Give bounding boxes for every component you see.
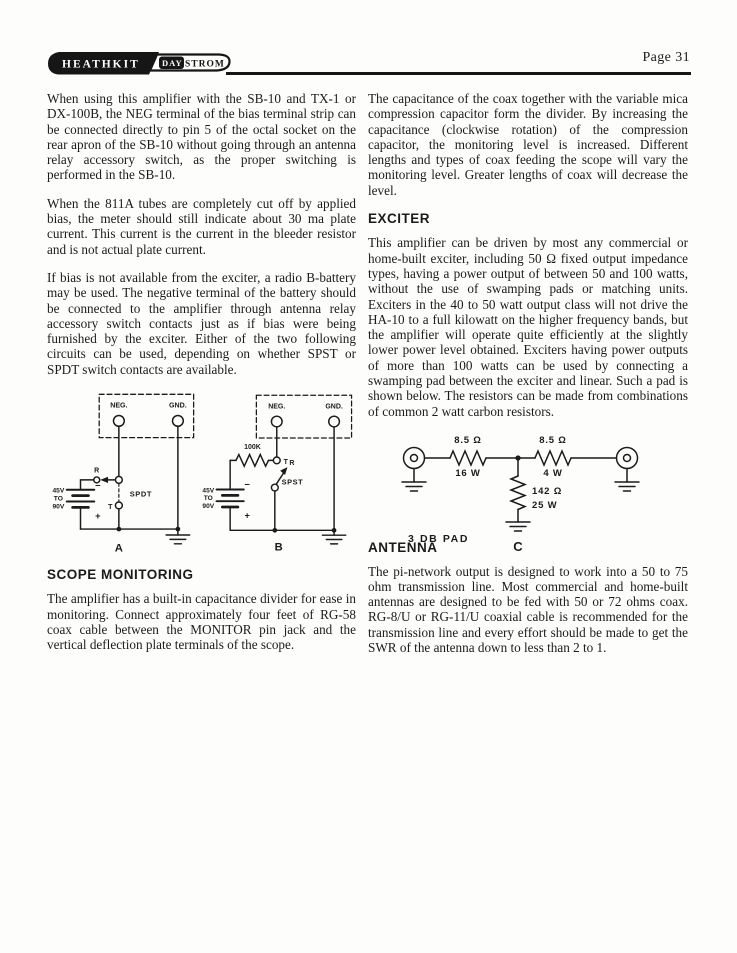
r-label: R <box>288 460 295 468</box>
neg-terminal-label: NEG. <box>267 403 285 411</box>
paragraph-exciter: This amplifier can be driven by most any commercial or home-built exciter, including 50 Ω fixed output impedance types, having a power output of between 50 and 100 watts, without the use of swamping pads or matching units. Exciters in the 40 to 50 watt output class will not drive the HA-10 to a full kilowatt on the higher frequency bands, but the amplifier will operate quite efficiently at the slightly lower power level obtained. Exciters having power outputs of more than 100 watts can be used by connecting a swamping pad between the exciter and linear. Such a pad is shown below. The resistors can be made from combinations of common 2 watt carbon resistors. <box>368 235 688 419</box>
battery-voltage-2: TO <box>203 495 213 503</box>
neg-terminal <box>113 416 124 427</box>
paragraph-coax-capacitance: The capacitance of the coax together with the variable mica compression capacitor form the divider. By increasing the capacitance (clockwise rotation) of the compression capacitor, the monitoring level is increased. Different lengths and types of coax feeding the scope will vary the monitoring level. Greater lengths of coax will decrease the level. <box>368 91 688 198</box>
figure-circuit-c-3db-pad <box>394 432 649 554</box>
wire <box>81 480 94 489</box>
r3-ohm-label: 142 Ω <box>532 485 563 497</box>
coax-connector-left <box>404 447 425 468</box>
r1-watt-label: 16 W <box>455 467 481 479</box>
ground-symbol-icon <box>402 482 426 491</box>
t-label: T <box>283 458 288 466</box>
coax-connector-left-pin <box>411 454 418 461</box>
heathkit-daystrom-logo <box>46 50 232 77</box>
series-resistor-left <box>450 451 486 465</box>
battery-voltage-3: 90V <box>201 503 214 511</box>
r2-watt-label: 4 W <box>543 467 563 479</box>
ground-symbol-icon <box>615 482 639 491</box>
gnd-terminal <box>328 416 339 427</box>
t-label: T <box>108 502 113 511</box>
bias-circuit-figures <box>51 390 356 556</box>
junction-dot <box>117 527 122 532</box>
arrow-head <box>100 477 108 483</box>
figure-circuit-a-spdt <box>51 390 197 556</box>
t-contact <box>115 502 122 509</box>
paragraph-sb10: When using this amplifier with the SB-10 and TX-1 or DX-100B, the NEG terminal of the bias terminal strip can be connected directly to pin 5 of the octal socket on the rear apron of the SB-10 without going through an antenna relay accessory switch, as the proper switching is performed in the SB-10. <box>47 91 356 183</box>
resistor-icon <box>236 455 269 467</box>
r2-ohm-label: 8.5 Ω <box>539 434 567 446</box>
plus-label: + <box>95 511 102 522</box>
battery-icon <box>202 480 250 521</box>
shunt-resistor <box>511 476 525 510</box>
exciter-heading: EXCITER <box>368 211 431 227</box>
arrow-head <box>280 467 287 475</box>
minus-label: − <box>95 480 102 491</box>
gnd-terminal <box>172 416 183 427</box>
left-column <box>47 91 356 666</box>
paragraph-bias-battery: If bias is not available from the exciter, a radio B-battery may be used. The negative terminal of the battery should be connected to the amplifier through antenna relay accessory switch contacts just as if bias were being furnished by the exciter. Either of the two following circuits can be used, depending on whether SPST or SPDT switch contacts are available. <box>47 269 356 377</box>
minus-label: − <box>244 479 251 490</box>
brand-strom: STROM <box>185 59 225 70</box>
figure-circuit-b-spst <box>201 390 356 556</box>
battery-voltage-3: 90V <box>52 503 65 511</box>
ground-symbol-icon <box>322 535 345 544</box>
paragraph-antenna: The pi-network output is designed to work into a 50 to 75 ohm transmission line. Most commercial and home-built antennas are designed to be fed with 50 or 72 ohms coax. RG-8/U or RG-11/U coaxial cable is recommended for the transmission line and every effort should be made to get the SWR of the antenna down to less than 2 to 1. <box>368 563 688 656</box>
ground-symbol-icon <box>166 535 190 544</box>
series-resistor-right <box>535 451 571 465</box>
junction-dot <box>272 528 277 533</box>
coax-connector-right <box>617 447 638 468</box>
gnd-terminal-label: GND. <box>324 403 343 411</box>
neg-terminal-label: NEG. <box>110 401 128 410</box>
neg-terminal <box>271 416 282 427</box>
header-rule <box>226 72 691 75</box>
antenna-heading: ANTENNA <box>368 540 438 556</box>
t-contact <box>273 457 280 464</box>
pad-title-label: 3 DB PAD <box>408 532 470 545</box>
pad-figure-wrap <box>394 432 688 557</box>
battery-icon <box>52 481 101 521</box>
spdt-label: SPDT <box>129 489 152 499</box>
plus-label: + <box>244 510 251 521</box>
gnd-terminal-label: GND. <box>169 401 187 410</box>
battery-voltage-2: TO <box>53 495 63 503</box>
right-column <box>368 91 688 668</box>
battery-voltage-1: 45V <box>52 487 65 495</box>
ground-symbol-icon <box>506 522 530 531</box>
scope-monitoring-heading: SCOPE MONITORING <box>47 567 194 583</box>
spst-label: SPST <box>281 477 303 487</box>
brand-heathkit: HEATHKIT <box>62 58 140 71</box>
figure-b-label: B <box>274 541 283 554</box>
switch-contact <box>115 476 122 483</box>
switch-pole <box>271 484 278 491</box>
figure-c-label: C <box>513 538 523 554</box>
coax-connector-right-pin <box>624 454 631 461</box>
r-label: R <box>94 466 100 475</box>
paragraph-scope-monitoring: The amplifier has a built-in capacitance divider for ease in monitoring. Connect approximately four feet of RG-58 coax cable between the MONITOR pin jack and the vertical deflection plate terminals of the scope. <box>47 591 356 653</box>
paragraph-811a-tubes: When the 811A tubes are completely cut off by applied bias, the meter should still indicate about 30 ma plate current. This current is the current in the bleeder resistor and is not actual plate current. <box>47 195 356 257</box>
page-number: Page 31 <box>642 50 690 65</box>
figure-a-label: A <box>114 542 123 555</box>
r3-watt-label: 25 W <box>532 499 558 511</box>
battery-voltage-1: 45V <box>201 487 214 495</box>
resistor-value-label: 100K <box>243 444 261 452</box>
brand-day: DAY <box>162 58 183 68</box>
r1-ohm-label: 8.5 Ω <box>454 434 482 446</box>
